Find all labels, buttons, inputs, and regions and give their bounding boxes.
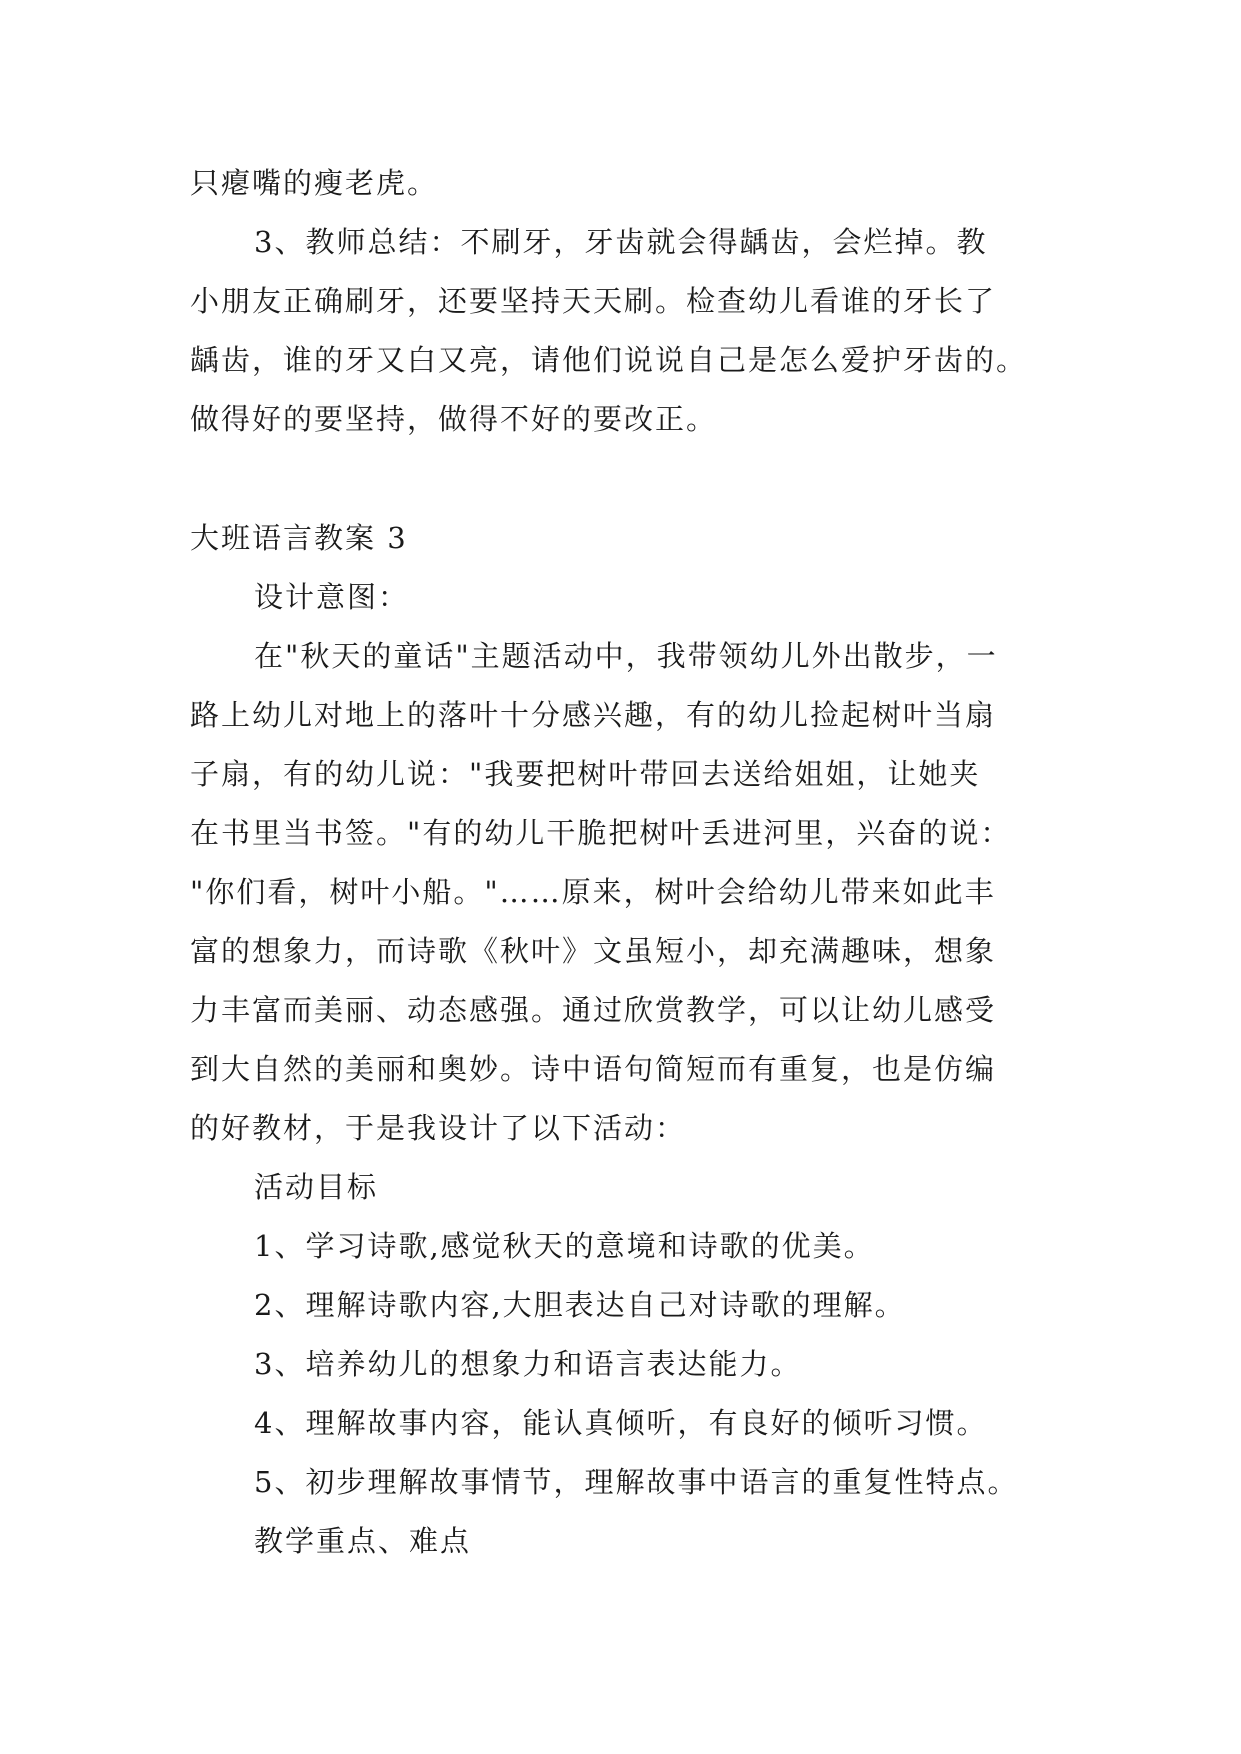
list-item: 5、初步理解故事情节，理解故事中语言的重复性特点。 [254,1465,1019,1499]
paragraph-line: 在"秋天的童话"主题活动中，我带领幼儿外出散步，一 [254,639,998,673]
paragraph-line: 龋齿，谁的牙又白又亮，请他们说说自己是怎么爱护牙齿的。 [190,343,1028,377]
subheading: 教学重点、难点 [254,1524,472,1558]
paragraph-line: 路上幼儿对地上的落叶十分感兴趣，有的幼儿捡起树叶当扇 [190,698,997,732]
paragraph-line: "你们看，树叶小船。"……原来，树叶会给幼儿带来如此丰 [190,875,996,909]
paragraph-line: 子扇，有的幼儿说："我要把树叶带回去送给姐姐，让她夹 [190,757,981,791]
paragraph-line: 3、教师总结：不刷牙，牙齿就会得龋齿，会烂掉。教 [254,225,988,259]
list-item: 3、培养幼儿的想象力和语言表达能力。 [254,1347,802,1381]
list-item: 1、学习诗歌,感觉秋天的意境和诗歌的优美。 [254,1229,875,1263]
list-item: 2、理解诗歌内容,大胆表达自己对诗歌的理解。 [254,1288,906,1322]
list-item: 4、理解故事内容，能认真倾听，有良好的倾听习惯。 [254,1406,988,1440]
section-title: 大班语言教案 3 [190,521,408,555]
paragraph-line: 力丰富而美丽、动态感强。通过欣赏教学，可以让幼儿感受 [190,993,997,1027]
paragraph-line: 富的想象力，而诗歌《秋叶》文虽短小，却充满趣味，想象 [190,934,997,968]
paragraph-line: 设计意图： [254,580,410,614]
paragraph-line: 只瘪嘴的瘦老虎。 [190,166,439,200]
paragraph-line: 到大自然的美丽和奥妙。诗中语句简短而有重复，也是仿编 [190,1052,997,1086]
paragraph-line: 小朋友正确刷牙，还要坚持天天刷。检查幼儿看谁的牙长了 [190,284,997,318]
paragraph-line: 的好教材，于是我设计了以下活动： [190,1111,687,1145]
paragraph-line: 在书里当书签。"有的幼儿干脆把树叶丢进河里，兴奋的说： [190,816,1012,850]
paragraph-line: 做得好的要坚持，做得不好的要改正。 [190,402,718,436]
subheading: 活动目标 [254,1170,379,1204]
